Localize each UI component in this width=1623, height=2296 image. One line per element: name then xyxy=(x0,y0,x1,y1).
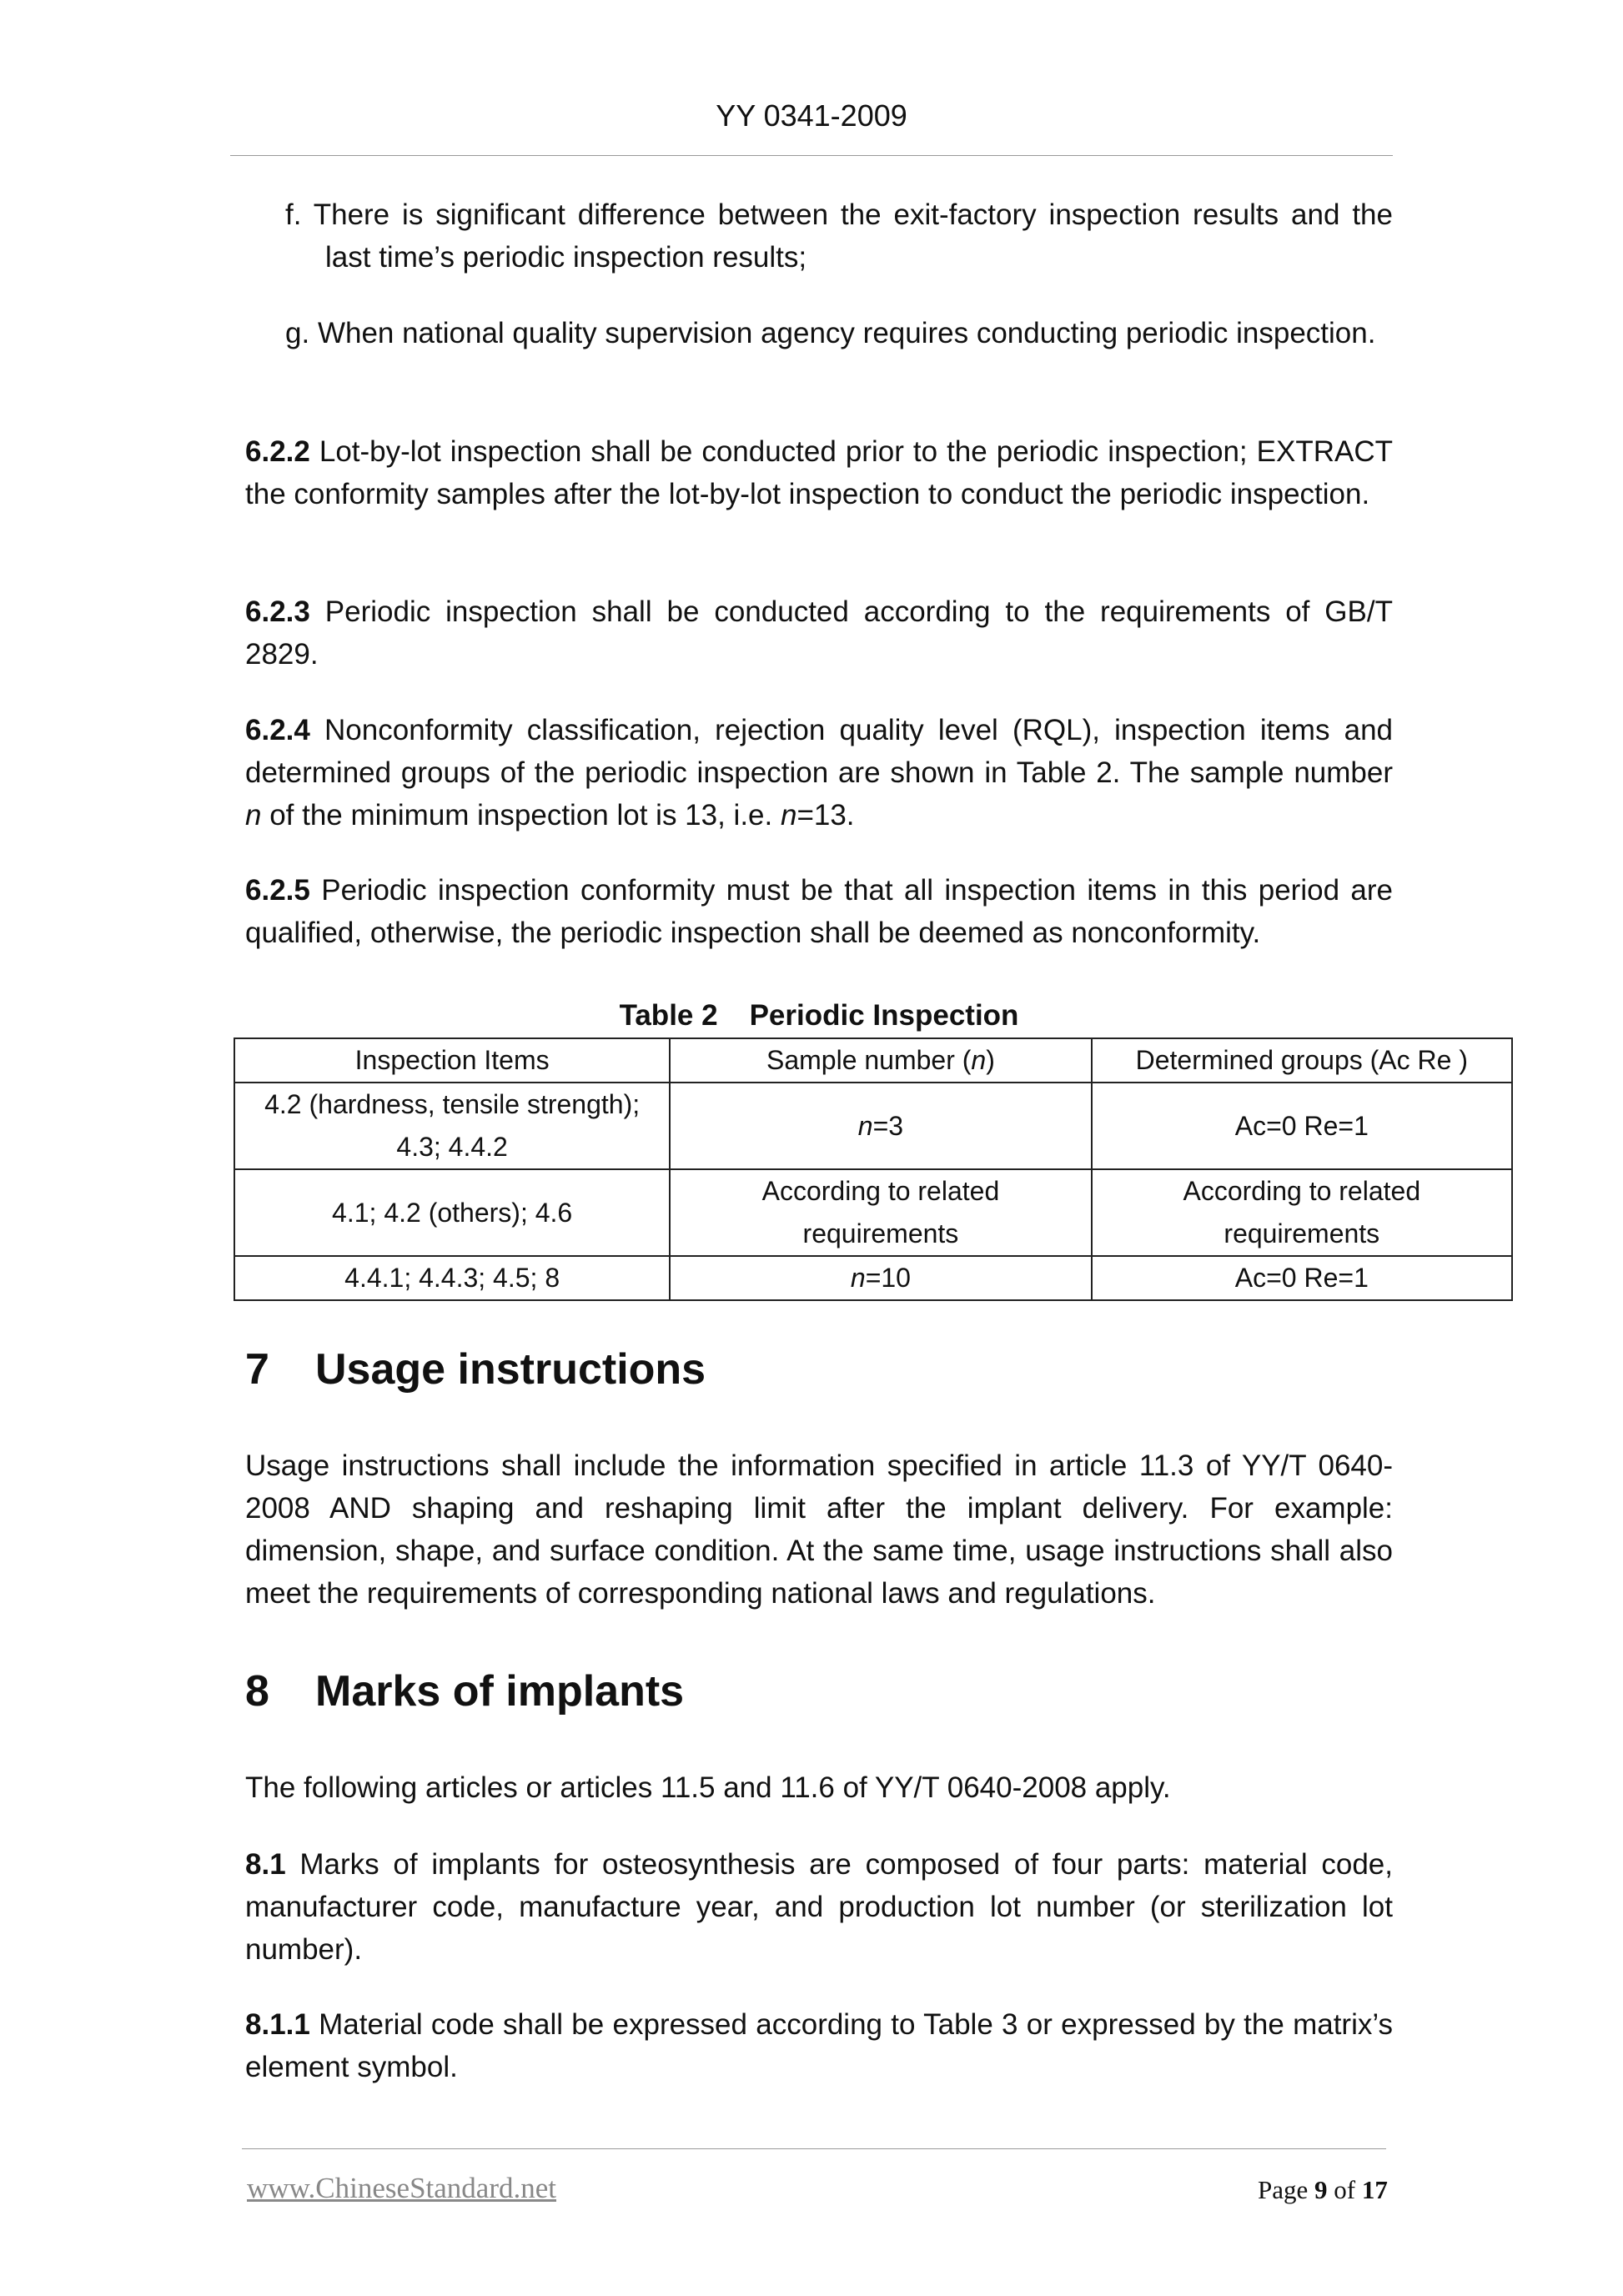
clause-number: 8.1 xyxy=(245,1848,286,1881)
list-label: g. xyxy=(285,317,310,349)
table-header-row xyxy=(234,1038,1512,1083)
section-7-text: Usage instructions shall include the information specified in article 11.3 of YY/T 0640-2008 AND shaping and reshaping limit after the implant delivery. For example: dimension, shape, and surface condition. At the same time, usage instructions shall also meet the requirements of corresponding national laws and regulations. xyxy=(245,1449,1393,1610)
variable-n: n xyxy=(780,799,797,831)
cell-sample-number: n=10 xyxy=(670,1256,1091,1300)
clause-number: 8.1.1 xyxy=(245,2008,310,2041)
clause-text: Marks of implants for osteosynthesis are composed of four parts: material code, manufacturer code, manufacture year, and production lot number (or sterilization lot number). xyxy=(245,1848,1393,1966)
table-row xyxy=(234,1169,1512,1256)
clause-text: Periodic inspection conformity must be that all inspection items in this period are qualified, otherwise, the periodic inspection shall be deemed as nonconformity. xyxy=(245,874,1393,949)
clause-8-1-1 xyxy=(245,2003,1393,2088)
clause-text: of the minimum inspection lot is 13, i.e. xyxy=(261,799,781,831)
list-item-f xyxy=(285,193,1393,279)
header-divider xyxy=(230,155,1393,156)
cell-inspection-items: 4.1; 4.2 (others); 4.6 xyxy=(234,1169,670,1256)
table-row xyxy=(234,1256,1512,1300)
clause-6-2-4 xyxy=(245,709,1393,837)
clause-text: Lot-by-lot inspection shall be conducted prior to the periodic inspection; EXTRACT the conformity samples after the lot-by-lot inspection to conduct the periodic inspection. xyxy=(245,435,1393,510)
footer-divider xyxy=(242,2148,1386,2149)
clause-number: 6.2.5 xyxy=(245,874,310,907)
header-sample-number: Sample number (n) xyxy=(670,1038,1091,1083)
cell-determined-groups: Ac=0 Re=1 xyxy=(1092,1256,1512,1300)
clause-text: Nonconformity classification, rejection quality level (RQL), inspection items and determined groups of the periodic inspection are shown in Table 2. The sample number xyxy=(245,714,1393,789)
clause-number: 6.2.4 xyxy=(245,714,310,746)
website-link[interactable]: www.ChineseStandard.net xyxy=(247,2172,556,2204)
page-indicator: Page 9 of 17 xyxy=(1258,2175,1388,2204)
table-row xyxy=(234,1083,1512,1169)
section-number: 8 xyxy=(245,1667,269,1716)
cell-sample-number: n=3 xyxy=(670,1083,1091,1169)
clause-text: =13. xyxy=(796,799,855,831)
section-8-heading xyxy=(245,1666,684,1716)
list-label: f. xyxy=(285,198,302,231)
section-7-heading xyxy=(245,1344,706,1394)
list-text: When national quality supervision agency requires conducting periodic inspection. xyxy=(317,317,1376,349)
table-number: Table 2 xyxy=(619,999,718,1032)
section-number: 7 xyxy=(245,1345,269,1394)
header-inspection-items: Inspection Items xyxy=(234,1038,670,1083)
clause-number: 6.2.3 xyxy=(245,595,310,628)
clause-text: Periodic inspection shall be conducted according to the requirements of GB/T 2829. xyxy=(245,595,1393,671)
header-determined-groups: Determined groups (Ac Re ) xyxy=(1092,1038,1512,1083)
cell-inspection-items: 4.2 (hardness, tensile strength); 4.3; 4.4.2 xyxy=(234,1083,670,1169)
section-8-intro: The following articles or articles 11.5 and 11.6 of YY/T 0640-2008 apply. xyxy=(245,1771,1171,1804)
table-caption xyxy=(245,999,1393,1032)
list-item-g xyxy=(285,312,1393,354)
variable-n: n xyxy=(245,799,262,831)
clause-6-2-3 xyxy=(245,590,1393,676)
clause-6-2-5 xyxy=(245,869,1393,954)
clause-8-1 xyxy=(245,1843,1393,1971)
table-title: Periodic Inspection xyxy=(749,999,1019,1032)
cell-determined-groups: Ac=0 Re=1 xyxy=(1092,1083,1512,1169)
cell-sample-number: According to related requirements xyxy=(670,1169,1091,1256)
cell-inspection-items: 4.4.1; 4.4.3; 4.5; 8 xyxy=(234,1256,670,1300)
cell-determined-groups: According to related requirements xyxy=(1092,1169,1512,1256)
periodic-inspection-table xyxy=(234,1037,1513,1301)
section-title: Marks of implants xyxy=(315,1667,685,1716)
clause-6-2-2 xyxy=(245,430,1393,515)
clause-text: Material code shall be expressed according to Table 3 or expressed by the matrix’s element symbol. xyxy=(245,2008,1394,2083)
clause-number: 6.2.2 xyxy=(245,435,310,468)
list-text: There is significant difference between the exit-factory inspection results and the last time’s periodic inspection results; xyxy=(313,198,1393,274)
section-title: Usage instructions xyxy=(315,1345,706,1394)
document-code: YY 0341-2009 xyxy=(716,98,907,133)
